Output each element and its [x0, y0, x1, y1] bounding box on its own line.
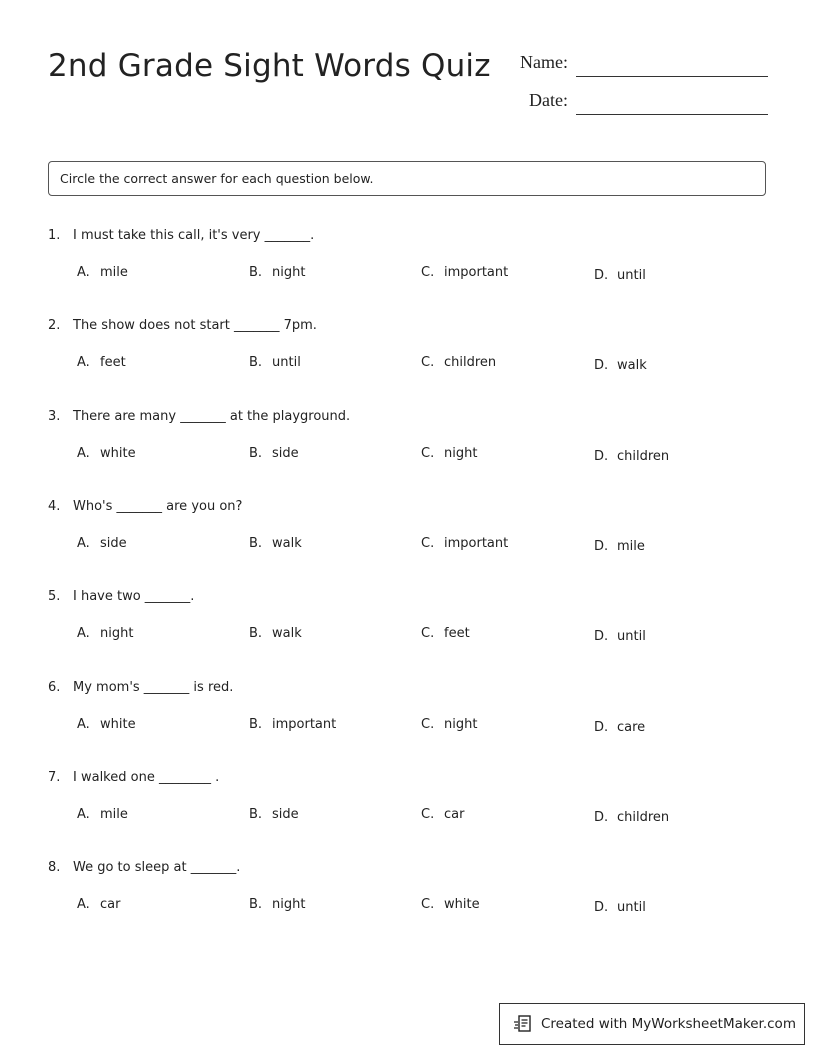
- worksheet-logo-icon: [513, 1014, 533, 1034]
- answer-option[interactable]: [77, 626, 133, 641]
- option-text: until: [272, 355, 301, 371]
- option-letter: C.: [421, 716, 435, 732]
- option-letter: B.: [249, 897, 263, 913]
- option-text: mile: [617, 538, 645, 554]
- option-text: white: [100, 445, 136, 461]
- question-4: [48, 499, 768, 589]
- question-3: [48, 409, 768, 499]
- question-text: I have two _______.: [73, 589, 195, 605]
- option-letter: B.: [249, 626, 263, 642]
- option-text: important: [444, 535, 509, 551]
- question-5: [48, 589, 768, 679]
- option-letter: B.: [249, 265, 263, 280]
- question-text: There are many _______ at the playground.: [73, 408, 351, 424]
- answer-option[interactable]: [594, 539, 645, 554]
- option-letter: A.: [77, 806, 90, 822]
- answer-option[interactable]: [249, 446, 299, 461]
- question-number: 5.: [48, 589, 61, 605]
- option-text: mile: [100, 265, 128, 280]
- answer-option[interactable]: [594, 810, 669, 825]
- page-title: 2nd Grade Sight Words Quiz: [48, 48, 491, 84]
- option-text: side: [272, 445, 299, 461]
- instructions-box: Circle the correct answer for each question below.: [48, 161, 766, 196]
- option-letter: C.: [421, 806, 435, 822]
- option-text: until: [617, 900, 646, 916]
- option-text: children: [444, 355, 497, 371]
- option-letter: A.: [77, 626, 90, 642]
- option-letter: A.: [77, 265, 90, 280]
- option-text: white: [444, 897, 480, 913]
- footer-credit: [499, 1003, 805, 1045]
- answer-option[interactable]: [249, 717, 336, 732]
- answer-option[interactable]: [421, 897, 480, 912]
- answer-option[interactable]: [421, 265, 508, 280]
- answer-option[interactable]: [77, 446, 136, 461]
- option-letter: D.: [594, 448, 609, 464]
- option-text: car: [100, 897, 121, 913]
- date-label: Date:: [529, 90, 568, 110]
- option-text: walk: [272, 535, 302, 551]
- question-number: 3.: [48, 408, 61, 424]
- option-text: until: [617, 268, 646, 283]
- option-letter: B.: [249, 445, 263, 461]
- option-letter: C.: [421, 535, 435, 551]
- option-text: side: [100, 535, 127, 551]
- question-text: I must take this call, it's very _______.: [73, 228, 315, 243]
- option-letter: A.: [77, 716, 90, 732]
- option-text: walk: [617, 358, 647, 374]
- option-letter: D.: [594, 538, 609, 554]
- answer-option[interactable]: [249, 897, 305, 912]
- option-letter: D.: [594, 358, 609, 374]
- option-text: care: [617, 719, 646, 735]
- option-letter: A.: [77, 897, 90, 913]
- option-letter: C.: [421, 445, 435, 461]
- option-letter: A.: [77, 355, 90, 371]
- answer-option[interactable]: [249, 807, 299, 822]
- answer-option[interactable]: [594, 358, 647, 373]
- answer-option[interactable]: [77, 536, 127, 551]
- option-text: night: [100, 626, 134, 642]
- question-number: 8.: [48, 860, 61, 876]
- answer-option[interactable]: [249, 355, 301, 370]
- option-letter: A.: [77, 445, 90, 461]
- option-letter: C.: [421, 897, 435, 913]
- answer-option[interactable]: [249, 536, 302, 551]
- question-8: [48, 860, 768, 950]
- footer-text: Created with MyWorksheetMaker.com: [541, 1016, 796, 1032]
- option-letter: B.: [249, 716, 263, 732]
- answer-option[interactable]: [77, 897, 120, 912]
- option-letter: A.: [77, 535, 90, 551]
- name-underline[interactable]: [576, 76, 768, 77]
- answer-option[interactable]: [77, 355, 126, 370]
- option-text: night: [272, 897, 306, 913]
- option-letter: D.: [594, 629, 609, 645]
- option-text: feet: [100, 355, 126, 371]
- answer-option[interactable]: [594, 629, 646, 644]
- answer-option[interactable]: [594, 900, 646, 915]
- option-text: night: [444, 445, 478, 461]
- option-text: car: [444, 806, 465, 822]
- option-text: side: [272, 806, 299, 822]
- date-field[interactable]: [0, 90, 816, 116]
- question-text: We go to sleep at _______.: [73, 860, 241, 876]
- option-letter: D.: [594, 268, 609, 283]
- question-text: The show does not start _______ 7pm.: [73, 318, 317, 334]
- question-number: 7.: [48, 769, 61, 785]
- option-text: important: [444, 265, 509, 280]
- question-number: 2.: [48, 318, 61, 334]
- option-letter: B.: [249, 806, 263, 822]
- option-letter: D.: [594, 719, 609, 735]
- question-6: [48, 680, 768, 770]
- option-letter: C.: [421, 626, 435, 642]
- option-letter: C.: [421, 355, 435, 371]
- answer-option[interactable]: [249, 265, 305, 280]
- answer-option[interactable]: [594, 720, 645, 735]
- question-7: [48, 770, 768, 860]
- option-text: mile: [100, 806, 128, 822]
- answer-option[interactable]: [77, 265, 128, 280]
- option-letter: D.: [594, 809, 609, 825]
- option-letter: B.: [249, 535, 263, 551]
- option-text: white: [100, 716, 136, 732]
- option-letter: B.: [249, 355, 263, 371]
- option-text: night: [444, 716, 478, 732]
- question-number: 1.: [48, 228, 61, 243]
- question-text: Who's _______ are you on?: [73, 498, 243, 514]
- answer-option[interactable]: [421, 807, 464, 822]
- answer-option[interactable]: [421, 717, 477, 732]
- option-text: night: [272, 265, 306, 280]
- name-label: Name:: [520, 52, 568, 72]
- answer-option[interactable]: [249, 626, 302, 641]
- option-text: children: [617, 809, 670, 825]
- question-text: I walked one ________ .: [73, 769, 220, 785]
- question-text: My mom's _______ is red.: [73, 679, 234, 695]
- answer-option[interactable]: [594, 268, 646, 283]
- answer-option[interactable]: [594, 449, 669, 464]
- option-text: important: [272, 716, 337, 732]
- question-number: 6.: [48, 679, 61, 695]
- question-2: [48, 318, 768, 408]
- option-letter: C.: [421, 265, 435, 280]
- answer-option[interactable]: [421, 536, 508, 551]
- question-number: 4.: [48, 498, 61, 514]
- answer-option[interactable]: [77, 807, 128, 822]
- answer-option[interactable]: [421, 355, 496, 370]
- option-text: until: [617, 629, 646, 645]
- answer-option[interactable]: [421, 626, 470, 641]
- answer-option[interactable]: [77, 717, 136, 732]
- option-text: feet: [444, 626, 470, 642]
- question-1: [48, 228, 768, 318]
- option-letter: D.: [594, 900, 609, 916]
- option-text: walk: [272, 626, 302, 642]
- answer-option[interactable]: [421, 446, 477, 461]
- name-field[interactable]: [0, 52, 816, 78]
- option-text: children: [617, 448, 670, 464]
- date-underline[interactable]: [576, 114, 768, 115]
